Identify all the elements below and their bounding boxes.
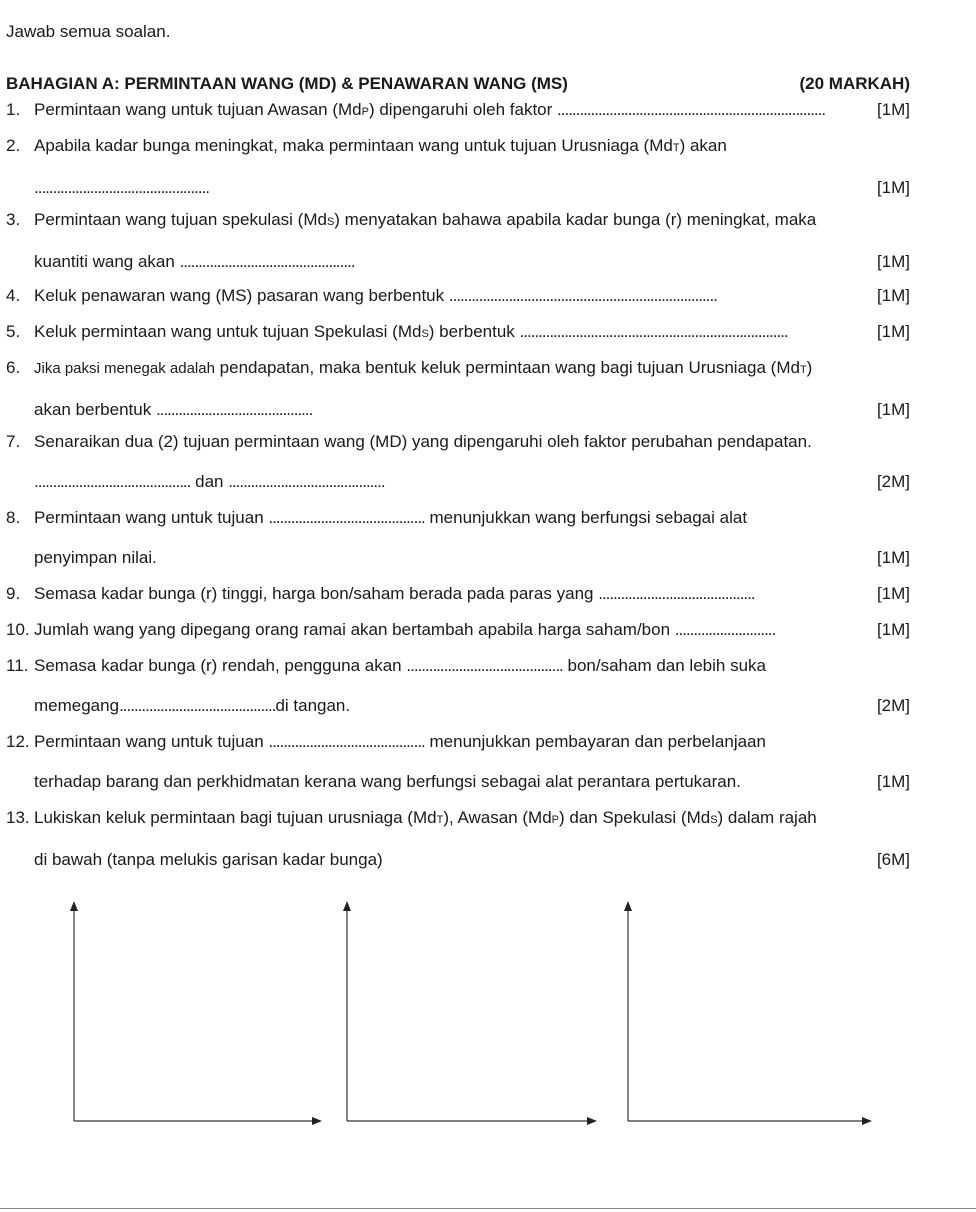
- answer-blank[interactable]: ..........................................: [119, 696, 276, 715]
- answer-blank[interactable]: ..........................................: [34, 472, 191, 491]
- answer-blank[interactable]: ..........................................: [268, 508, 425, 527]
- axes-graph-3[interactable]: [624, 901, 872, 1125]
- instruction-text: Jawab semua soalan.: [6, 22, 171, 41]
- question-2: 2. Apabila kadar bunga meningkat, maka permintaan wang untuk tujuan Urusniaga (MdT) akan ............................................... [1M]: [6, 136, 910, 197]
- mark-label: [1M]: [876, 400, 910, 419]
- question-13: 13. Lukiskan keluk permintaan bagi tujuan urusniaga (MdT), Awasan (MdP) dan Spekulasi (MdS) dalam rajah di bawah (tanpa melukis garisan kadar bunga) [6M]: [6, 808, 910, 869]
- answer-blank[interactable]: ..........................................: [155, 400, 313, 419]
- mark-label: [1M]: [876, 252, 910, 271]
- axes-graph-1[interactable]: [70, 901, 322, 1125]
- question-8: 8. Permintaan wang untuk tujuan .......................................... menunjukkan wang berfungsi sebagai alat penyimpan nilai. [1M]: [6, 508, 910, 567]
- question-6: 6. Jika paksi menegak adalah pendapatan, maka bentuk keluk permintaan wang bagi tujuan Urusniaga (MdT) akan berbentuk .......................................... [1M]: [6, 358, 910, 419]
- question-10: 10. Jumlah wang yang dipegang orang ramai akan bertambah apabila harga saham/bon ........................... [1M]: [6, 620, 910, 639]
- section-title: BAHAGIAN A: PERMINTAAN WANG (MD) & PENAWARAN WANG (MS): [6, 74, 568, 93]
- answer-blank[interactable]: ........................................................................: [448, 286, 717, 305]
- answer-blank[interactable]: ...............................................: [179, 252, 355, 271]
- answer-blank[interactable]: ..........................................: [406, 656, 563, 675]
- answer-blank[interactable]: ...........................: [674, 620, 776, 639]
- mark-label: [1M]: [876, 322, 910, 341]
- answer-blank[interactable]: ..........................................: [268, 732, 425, 751]
- axes-graph-2[interactable]: [343, 901, 597, 1125]
- mark-label: [2M]: [876, 696, 910, 715]
- question-11: 11. Semasa kadar bunga (r) rendah, pengguna akan .......................................... bon/saham dan lebih suka memegang..........................................di tangan. [2M]: [6, 656, 910, 715]
- answer-blank[interactable]: ...............................................: [34, 178, 209, 197]
- mark-label: [1M]: [876, 548, 910, 567]
- question-4: 4. Keluk penawaran wang (MS) pasaran wang berbentuk ........................................................................ [1M]: [6, 286, 910, 305]
- page-bottom-rule: [0, 1208, 976, 1209]
- answer-blank[interactable]: ..........................................: [598, 584, 755, 603]
- question-3: 3. Permintaan wang tujuan spekulasi (MdS) menyatakan bahawa apabila kadar bunga (r) meningkat, maka kuantiti wang akan ............................................... [1M]: [6, 210, 910, 271]
- mark-label: [2M]: [876, 472, 910, 491]
- mark-label: [1M]: [876, 178, 910, 197]
- mark-label: [6M]: [876, 850, 910, 869]
- question-9: 9. Semasa kadar bunga (r) tinggi, harga bon/saham berada pada paras yang .......................................... [1M]: [6, 584, 910, 603]
- mark-label: [1M]: [876, 620, 910, 639]
- answer-blank[interactable]: ........................................................................: [519, 322, 788, 341]
- answer-blank[interactable]: ........................................................................: [557, 100, 826, 119]
- mark-label: [1M]: [876, 100, 910, 119]
- answer-blank[interactable]: ..........................................: [228, 472, 385, 491]
- question-7: 7. Senaraikan dua (2) tujuan permintaan wang (MD) yang dipengaruhi oleh faktor perubahan pendapatan. .......................................... dan .......................................... [2M]: [6, 432, 910, 491]
- mark-label: [1M]: [876, 286, 910, 305]
- mark-label: [1M]: [876, 772, 910, 791]
- question-5: 5. Keluk permintaan wang untuk tujuan Spekulasi (MdS) berbentuk ........................................................................ [1M]: [6, 322, 910, 341]
- section-marks: (20 MARKAH): [799, 74, 910, 93]
- question-12: 12. Permintaan wang untuk tujuan .......................................... menunjukkan pembayaran dan perbelanjaan terhadap barang dan perkhidmatan kerana wang berfungsi sebagai alat perantara pertukaran. [1M]: [6, 732, 910, 791]
- mark-label: [1M]: [876, 584, 910, 603]
- question-1: 1. Permintaan wang untuk tujuan Awasan (MdP) dipengaruhi oleh faktor ........................................................................ [1M]: [6, 100, 910, 119]
